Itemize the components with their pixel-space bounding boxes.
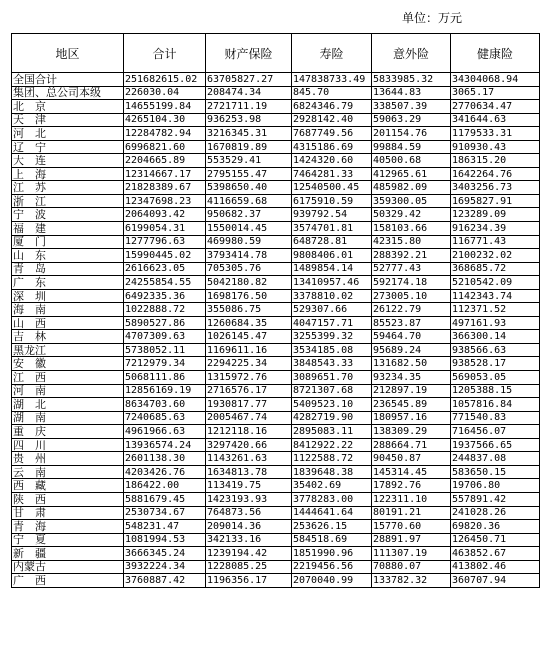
accident-cell: 412965.61 xyxy=(372,167,451,181)
region-cell: 西 藏 xyxy=(12,479,124,493)
accident-cell: 212897.19 xyxy=(372,384,451,398)
health-cell: 3065.17 xyxy=(451,86,540,100)
accident-cell: 111307.19 xyxy=(372,547,451,561)
life-cell: 35402.69 xyxy=(292,479,372,493)
property-cell: 1212118.16 xyxy=(206,425,292,439)
total-cell: 6199054.31 xyxy=(124,222,206,236)
accident-cell: 95689.24 xyxy=(372,343,451,357)
life-cell: 2070040.99 xyxy=(292,574,372,588)
property-cell: 2294225.34 xyxy=(206,357,292,371)
region-cell: 吉 林 xyxy=(12,330,124,344)
life-cell: 5409523.10 xyxy=(292,398,372,412)
property-cell: 208474.34 xyxy=(206,86,292,100)
table-row xyxy=(12,140,540,154)
health-cell: 69820.36 xyxy=(451,520,540,534)
total-cell: 7240685.63 xyxy=(124,411,206,425)
life-cell: 253626.15 xyxy=(292,520,372,534)
accident-cell: 80191.21 xyxy=(372,506,451,520)
table-row xyxy=(12,560,540,574)
property-cell: 5398650.40 xyxy=(206,181,292,195)
table-row xyxy=(12,574,540,588)
region-cell: 内蒙古 xyxy=(12,560,124,574)
total-cell: 6492335.36 xyxy=(124,289,206,303)
property-cell: 2795155.47 xyxy=(206,167,292,181)
accident-cell: 59063.29 xyxy=(372,113,451,127)
health-cell: 916234.39 xyxy=(451,222,540,236)
table-row xyxy=(12,167,540,181)
header-total: 合计 xyxy=(124,34,206,73)
region-cell: 云 南 xyxy=(12,465,124,479)
property-cell: 1026145.47 xyxy=(206,330,292,344)
health-cell: 116771.43 xyxy=(451,235,540,249)
region-cell: 河 南 xyxy=(12,384,124,398)
accident-cell: 42315.80 xyxy=(372,235,451,249)
total-cell: 13936574.24 xyxy=(124,438,206,452)
property-cell: 1698176.50 xyxy=(206,289,292,303)
accident-cell: 17892.76 xyxy=(372,479,451,493)
life-cell: 4315186.69 xyxy=(292,140,372,154)
table-row xyxy=(12,316,540,330)
region-cell: 陕 西 xyxy=(12,492,124,506)
health-cell: 497161.93 xyxy=(451,316,540,330)
total-cell: 12314667.17 xyxy=(124,167,206,181)
total-cell: 226030.04 xyxy=(124,86,206,100)
table-row xyxy=(12,73,540,87)
table-row xyxy=(12,113,540,127)
table-row xyxy=(12,533,540,547)
total-cell: 186422.00 xyxy=(124,479,206,493)
total-cell: 2530734.67 xyxy=(124,506,206,520)
table-body xyxy=(12,73,540,588)
health-cell: 1205388.15 xyxy=(451,384,540,398)
accident-cell: 131682.50 xyxy=(372,357,451,371)
property-cell: 1143261.63 xyxy=(206,452,292,466)
accident-cell: 59464.70 xyxy=(372,330,451,344)
total-cell: 2204665.89 xyxy=(124,154,206,168)
health-cell: 1642264.76 xyxy=(451,167,540,181)
accident-cell: 52777.43 xyxy=(372,262,451,276)
region-cell: 湖 南 xyxy=(12,411,124,425)
property-cell: 113419.75 xyxy=(206,479,292,493)
property-cell: 1260684.35 xyxy=(206,316,292,330)
table-row xyxy=(12,181,540,195)
property-cell: 3216345.31 xyxy=(206,127,292,141)
health-cell: 1179533.31 xyxy=(451,127,540,141)
total-cell: 2616623.05 xyxy=(124,262,206,276)
region-cell: 河 北 xyxy=(12,127,124,141)
region-cell: 新 疆 xyxy=(12,547,124,561)
health-cell: 341644.63 xyxy=(451,113,540,127)
total-cell: 12347698.23 xyxy=(124,194,206,208)
unit-label: 单位：万元 xyxy=(402,11,463,25)
accident-cell: 70880.07 xyxy=(372,560,451,574)
premium-income-table xyxy=(11,33,540,588)
table-row xyxy=(12,438,540,452)
table-row xyxy=(12,465,540,479)
health-cell: 34304068.94 xyxy=(451,73,540,87)
life-cell: 648728.81 xyxy=(292,235,372,249)
table-row xyxy=(12,276,540,290)
table-row xyxy=(12,425,540,439)
health-cell: 910930.43 xyxy=(451,140,540,154)
life-cell: 8412922.22 xyxy=(292,438,372,452)
accident-cell: 288392.21 xyxy=(372,249,451,263)
accident-cell: 338507.39 xyxy=(372,100,451,114)
life-cell: 7687749.56 xyxy=(292,127,372,141)
property-cell: 1670819.89 xyxy=(206,140,292,154)
health-cell: 123289.09 xyxy=(451,208,540,222)
life-cell: 1851990.96 xyxy=(292,547,372,561)
region-cell: 广 西 xyxy=(12,574,124,588)
life-cell: 584518.69 xyxy=(292,533,372,547)
health-cell: 1937566.65 xyxy=(451,438,540,452)
health-cell: 569053.05 xyxy=(451,371,540,385)
region-cell: 宁 波 xyxy=(12,208,124,222)
property-cell: 342133.16 xyxy=(206,533,292,547)
health-cell: 938528.17 xyxy=(451,357,540,371)
accident-cell: 122311.10 xyxy=(372,492,451,506)
property-cell: 5042180.82 xyxy=(206,276,292,290)
health-cell: 244837.08 xyxy=(451,452,540,466)
property-cell: 1196356.17 xyxy=(206,574,292,588)
table-row xyxy=(12,127,540,141)
life-cell: 6824346.79 xyxy=(292,100,372,114)
table-row xyxy=(12,384,540,398)
health-cell: 186315.20 xyxy=(451,154,540,168)
total-cell: 548231.47 xyxy=(124,520,206,534)
region-cell: 深 圳 xyxy=(12,289,124,303)
life-cell: 939792.54 xyxy=(292,208,372,222)
table-row xyxy=(12,262,540,276)
property-cell: 1315972.76 xyxy=(206,371,292,385)
total-cell: 2601138.30 xyxy=(124,452,206,466)
health-cell: 2770634.47 xyxy=(451,100,540,114)
health-cell: 241028.26 xyxy=(451,506,540,520)
region-cell: 山 东 xyxy=(12,249,124,263)
health-cell: 5210542.09 xyxy=(451,276,540,290)
property-cell: 553529.41 xyxy=(206,154,292,168)
accident-cell: 485982.09 xyxy=(372,181,451,195)
property-cell: 2716576.17 xyxy=(206,384,292,398)
region-cell: 辽 宁 xyxy=(12,140,124,154)
life-cell: 1839648.38 xyxy=(292,465,372,479)
total-cell: 21828389.67 xyxy=(124,181,206,195)
table-row xyxy=(12,208,540,222)
health-cell: 413802.46 xyxy=(451,560,540,574)
total-cell: 6996821.60 xyxy=(124,140,206,154)
life-cell: 1489854.14 xyxy=(292,262,372,276)
life-cell: 1122588.72 xyxy=(292,452,372,466)
header-health-insurance: 健康险 xyxy=(451,34,540,73)
table-row xyxy=(12,289,540,303)
table-row xyxy=(12,492,540,506)
property-cell: 936253.98 xyxy=(206,113,292,127)
health-cell: 716456.07 xyxy=(451,425,540,439)
region-cell: 宁 夏 xyxy=(12,533,124,547)
property-cell: 3793414.78 xyxy=(206,249,292,263)
region-cell: 黑龙江 xyxy=(12,343,124,357)
health-cell: 938566.63 xyxy=(451,343,540,357)
table-row xyxy=(12,249,540,263)
health-cell: 1695827.91 xyxy=(451,194,540,208)
total-cell: 7212979.34 xyxy=(124,357,206,371)
life-cell: 2928142.40 xyxy=(292,113,372,127)
health-cell: 771540.83 xyxy=(451,411,540,425)
region-cell: 江 西 xyxy=(12,371,124,385)
accident-cell: 201154.76 xyxy=(372,127,451,141)
accident-cell: 133782.32 xyxy=(372,574,451,588)
total-cell: 5890527.86 xyxy=(124,316,206,330)
life-cell: 12540500.45 xyxy=(292,181,372,195)
health-cell: 19706.80 xyxy=(451,479,540,493)
health-cell: 463852.67 xyxy=(451,547,540,561)
property-cell: 764873.56 xyxy=(206,506,292,520)
total-cell: 5738052.11 xyxy=(124,343,206,357)
accident-cell: 40500.68 xyxy=(372,154,451,168)
accident-cell: 15770.60 xyxy=(372,520,451,534)
premium-table-container xyxy=(11,33,540,588)
property-cell: 1930817.77 xyxy=(206,398,292,412)
region-cell: 贵 州 xyxy=(12,452,124,466)
property-cell: 2005467.74 xyxy=(206,411,292,425)
table-row xyxy=(12,547,540,561)
total-cell: 12284782.94 xyxy=(124,127,206,141)
life-cell: 7464281.33 xyxy=(292,167,372,181)
accident-cell: 5833985.32 xyxy=(372,73,451,87)
accident-cell: 138309.29 xyxy=(372,425,451,439)
total-cell: 3760887.42 xyxy=(124,574,206,588)
table-row xyxy=(12,398,540,412)
accident-cell: 273005.10 xyxy=(372,289,451,303)
accident-cell: 85523.87 xyxy=(372,316,451,330)
health-cell: 126450.71 xyxy=(451,533,540,547)
property-cell: 2721711.19 xyxy=(206,100,292,114)
table-row xyxy=(12,86,540,100)
region-cell: 山 西 xyxy=(12,316,124,330)
header-accident-insurance: 意外险 xyxy=(372,34,451,73)
property-cell: 950682.37 xyxy=(206,208,292,222)
life-cell: 6175910.59 xyxy=(292,194,372,208)
accident-cell: 28891.97 xyxy=(372,533,451,547)
accident-cell: 99884.59 xyxy=(372,140,451,154)
accident-cell: 93234.35 xyxy=(372,371,451,385)
life-cell: 3378810.02 xyxy=(292,289,372,303)
total-cell: 14655199.84 xyxy=(124,100,206,114)
total-cell: 8634703.60 xyxy=(124,398,206,412)
table-row xyxy=(12,452,540,466)
total-cell: 4203426.76 xyxy=(124,465,206,479)
total-cell: 5881679.45 xyxy=(124,492,206,506)
total-cell: 24255854.55 xyxy=(124,276,206,290)
property-cell: 63705827.27 xyxy=(206,73,292,87)
region-cell: 天 津 xyxy=(12,113,124,127)
health-cell: 2100232.02 xyxy=(451,249,540,263)
health-cell: 3403256.73 xyxy=(451,181,540,195)
total-cell: 12856169.19 xyxy=(124,384,206,398)
accident-cell: 158103.66 xyxy=(372,222,451,236)
header-property-insurance: 财产保险 xyxy=(206,34,292,73)
life-cell: 4047157.71 xyxy=(292,316,372,330)
property-cell: 1169611.16 xyxy=(206,343,292,357)
health-cell: 583650.15 xyxy=(451,465,540,479)
table-row xyxy=(12,303,540,317)
total-cell: 251682615.02 xyxy=(124,73,206,87)
table-row xyxy=(12,411,540,425)
property-cell: 4116659.68 xyxy=(206,194,292,208)
life-cell: 2219456.56 xyxy=(292,560,372,574)
total-cell: 3932224.34 xyxy=(124,560,206,574)
property-cell: 1550014.45 xyxy=(206,222,292,236)
life-cell: 1424320.60 xyxy=(292,154,372,168)
life-cell: 3255399.32 xyxy=(292,330,372,344)
region-cell: 安 徽 xyxy=(12,357,124,371)
life-cell: 4282719.90 xyxy=(292,411,372,425)
property-cell: 209014.36 xyxy=(206,520,292,534)
health-cell: 557891.42 xyxy=(451,492,540,506)
table-row xyxy=(12,154,540,168)
accident-cell: 13644.83 xyxy=(372,86,451,100)
table-row xyxy=(12,520,540,534)
region-cell: 海 南 xyxy=(12,303,124,317)
property-cell: 355086.75 xyxy=(206,303,292,317)
region-cell: 重 庆 xyxy=(12,425,124,439)
accident-cell: 145314.45 xyxy=(372,465,451,479)
region-cell: 浙 江 xyxy=(12,194,124,208)
health-cell: 112371.52 xyxy=(451,303,540,317)
region-cell: 江 苏 xyxy=(12,181,124,195)
table-row xyxy=(12,343,540,357)
life-cell: 3089651.70 xyxy=(292,371,372,385)
table-header-row xyxy=(12,34,540,73)
total-cell: 4265104.30 xyxy=(124,113,206,127)
region-cell: 四 川 xyxy=(12,438,124,452)
table-row xyxy=(12,357,540,371)
region-cell: 福 建 xyxy=(12,222,124,236)
property-cell: 1228085.25 xyxy=(206,560,292,574)
life-cell: 3848543.33 xyxy=(292,357,372,371)
life-cell: 8721307.68 xyxy=(292,384,372,398)
life-cell: 3574701.81 xyxy=(292,222,372,236)
accident-cell: 236545.89 xyxy=(372,398,451,412)
table-row xyxy=(12,479,540,493)
life-cell: 13410957.46 xyxy=(292,276,372,290)
table-row xyxy=(12,235,540,249)
health-cell: 366300.14 xyxy=(451,330,540,344)
total-cell: 15990445.02 xyxy=(124,249,206,263)
region-cell: 集团、总公司本级 xyxy=(12,86,124,100)
region-cell: 甘 肃 xyxy=(12,506,124,520)
region-cell: 全国合计 xyxy=(12,73,124,87)
accident-cell: 180957.16 xyxy=(372,411,451,425)
total-cell: 1022888.72 xyxy=(124,303,206,317)
health-cell: 1142343.74 xyxy=(451,289,540,303)
accident-cell: 592174.18 xyxy=(372,276,451,290)
life-cell: 1444641.64 xyxy=(292,506,372,520)
region-cell: 厦 门 xyxy=(12,235,124,249)
total-cell: 1277796.63 xyxy=(124,235,206,249)
region-cell: 青 海 xyxy=(12,520,124,534)
region-cell: 大 连 xyxy=(12,154,124,168)
total-cell: 4707309.63 xyxy=(124,330,206,344)
table-row xyxy=(12,194,540,208)
table-row xyxy=(12,222,540,236)
accident-cell: 359300.05 xyxy=(372,194,451,208)
total-cell: 4961966.63 xyxy=(124,425,206,439)
header-life-insurance: 寿险 xyxy=(292,34,372,73)
region-cell: 广 东 xyxy=(12,276,124,290)
accident-cell: 50329.42 xyxy=(372,208,451,222)
life-cell: 3534185.08 xyxy=(292,343,372,357)
property-cell: 1423193.93 xyxy=(206,492,292,506)
total-cell: 2064093.42 xyxy=(124,208,206,222)
health-cell: 360707.94 xyxy=(451,574,540,588)
region-cell: 青 岛 xyxy=(12,262,124,276)
region-cell: 北 京 xyxy=(12,100,124,114)
property-cell: 1239194.42 xyxy=(206,547,292,561)
table-row xyxy=(12,100,540,114)
health-cell: 368685.72 xyxy=(451,262,540,276)
table-row xyxy=(12,506,540,520)
health-cell: 1057816.84 xyxy=(451,398,540,412)
region-cell: 湖 北 xyxy=(12,398,124,412)
region-cell: 上 海 xyxy=(12,167,124,181)
total-cell: 3666345.24 xyxy=(124,547,206,561)
life-cell: 529307.66 xyxy=(292,303,372,317)
life-cell: 845.70 xyxy=(292,86,372,100)
accident-cell: 26122.79 xyxy=(372,303,451,317)
life-cell: 2895083.11 xyxy=(292,425,372,439)
accident-cell: 288664.71 xyxy=(372,438,451,452)
property-cell: 705305.76 xyxy=(206,262,292,276)
life-cell: 3778283.00 xyxy=(292,492,372,506)
accident-cell: 90450.87 xyxy=(372,452,451,466)
property-cell: 3297420.66 xyxy=(206,438,292,452)
table-row xyxy=(12,371,540,385)
property-cell: 1634813.78 xyxy=(206,465,292,479)
total-cell: 1081994.53 xyxy=(124,533,206,547)
header-region: 地区 xyxy=(12,34,124,73)
property-cell: 469980.59 xyxy=(206,235,292,249)
table-row xyxy=(12,330,540,344)
life-cell: 9808406.01 xyxy=(292,249,372,263)
life-cell: 147838733.49 xyxy=(292,73,372,87)
total-cell: 5068111.86 xyxy=(124,371,206,385)
